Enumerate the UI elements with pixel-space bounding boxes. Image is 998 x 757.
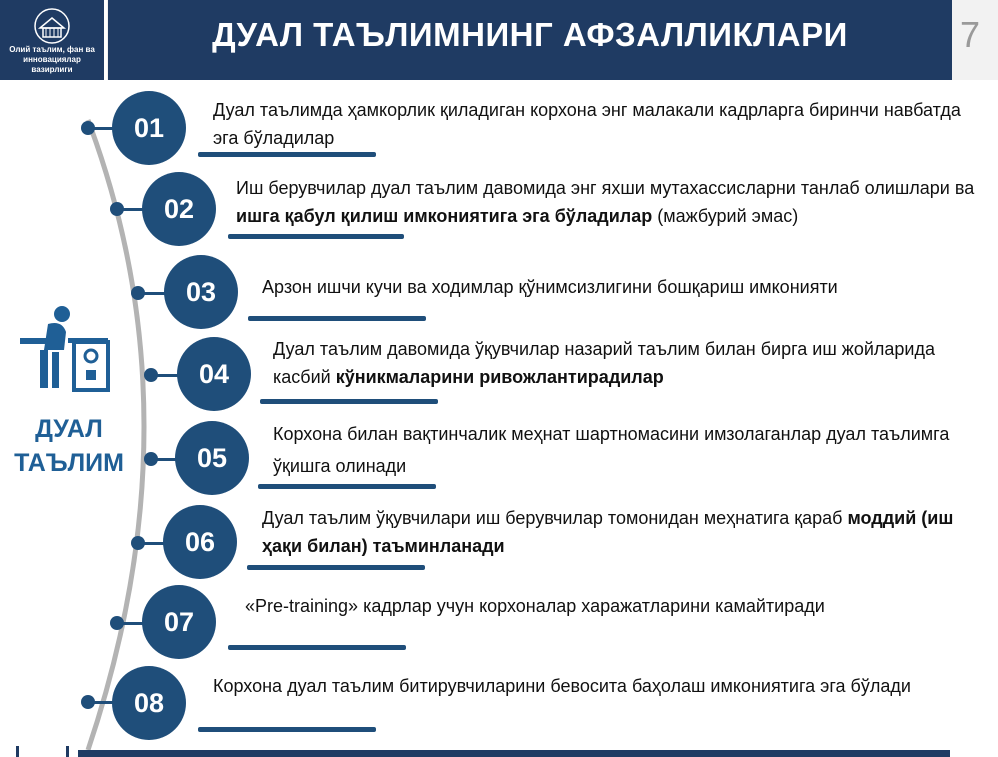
number-badge: 02 bbox=[142, 172, 216, 246]
number-badge: 08 bbox=[112, 666, 186, 740]
item-underline bbox=[198, 727, 376, 732]
number-badge: 06 bbox=[163, 505, 237, 579]
emblem-icon bbox=[32, 6, 72, 46]
item-underline bbox=[260, 399, 438, 404]
list-item: Иш берувчилар дуал таълим давомида энг яхши мутахассисларни танлаб олишлари ва ишга қабул қилиш имкониятига эга бўладилар (мажбурий эмас) bbox=[236, 178, 975, 226]
list-item: Корхона билан вақтинчалик меҳнат шартномасини имзолаганлар дуал таълимга ўқишга олинади bbox=[273, 424, 950, 476]
number-badge: 07 bbox=[142, 585, 216, 659]
item-underline bbox=[198, 152, 376, 157]
item-underline bbox=[248, 316, 426, 321]
list-item: Корхона дуал таълим битирувчиларини бевосита баҳолаш имкониятига эга бўлади bbox=[213, 676, 911, 696]
item-underline bbox=[228, 645, 406, 650]
page-title: ДУАЛ ТАЪЛИМНИНГ АФЗАЛЛИКЛАРИ bbox=[212, 16, 848, 53]
footer-tick bbox=[16, 746, 19, 757]
list-item: «Pre-training» кадрлар учун корхоналар харажатларини камайтиради bbox=[245, 596, 825, 616]
item-underline bbox=[228, 234, 404, 239]
worker-at-machine-icon bbox=[18, 302, 110, 394]
footer-tick bbox=[66, 746, 69, 757]
item-underline bbox=[258, 484, 436, 489]
number-badge: 01 bbox=[112, 91, 186, 165]
list-item: Дуал таълим ўқувчилари иш берувчилар томонидан меҳнатига қараб моддий (иш ҳақи билан) таъминланади bbox=[262, 508, 954, 556]
ministry-logo bbox=[0, 0, 107, 80]
logo-text: Олий таълим, фан ва инновациялар вазирлиги bbox=[9, 45, 95, 74]
list-item: Арзон ишчи кучи ва ходимлар қўнимсизлигини бошқариш имконияти bbox=[262, 277, 838, 297]
number-badge: 05 bbox=[175, 421, 249, 495]
item-underline bbox=[247, 565, 425, 570]
header bbox=[0, 0, 998, 80]
number-badge: 03 bbox=[164, 255, 238, 329]
title-bar bbox=[108, 0, 952, 80]
list-item: Дуал таълим давомида ўқувчилар назарий таълим билан бирга иш жойларида касбий кўникмаларини ривожлантирадилар bbox=[273, 339, 935, 387]
list-item: Дуал таълимда ҳамкорлик қиладиган корхона энг малакали кадрларга биринчи навбатда эга бўладилар bbox=[213, 100, 961, 148]
page-number: 7 bbox=[960, 14, 981, 55]
number-badge: 04 bbox=[177, 337, 251, 411]
dual-education-label: ДУАЛ ТАЪЛИМ bbox=[14, 415, 124, 477]
footer-line bbox=[78, 750, 950, 757]
